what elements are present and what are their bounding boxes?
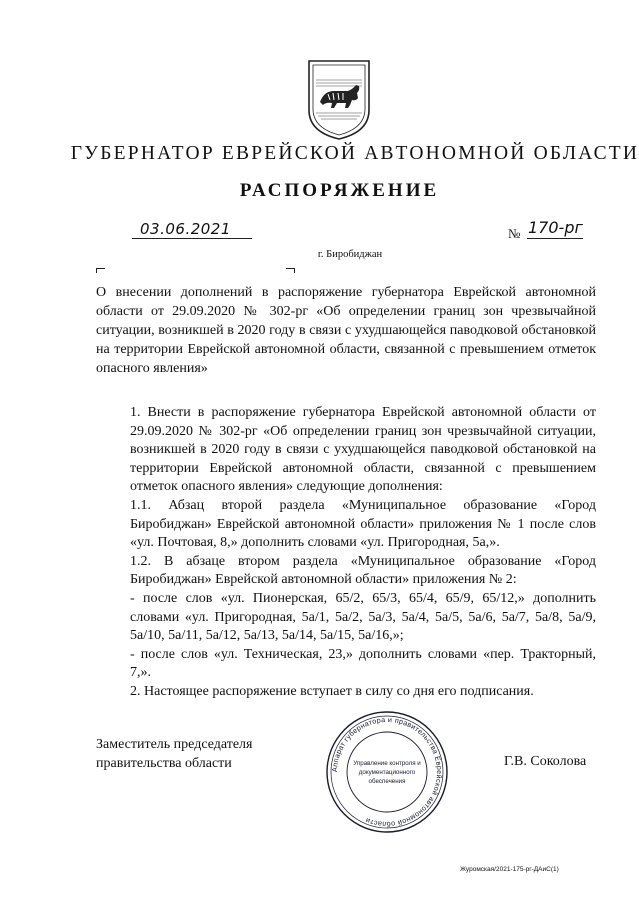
seal-center-line-1: Управление контроля и [353,760,421,767]
official-seal-stamp [324,709,450,835]
document-date: 03.06.2021 [140,220,231,238]
issuing-authority: ГУБЕРНАТОР ЕВРЕЙСКОЙ АВТОНОМНОЙ ОБЛАСТИ [70,143,639,164]
paragraph-1-2: 1.2. В абзаце втором раздела «Муниципальное образование «Город Биробиджан» Еврейской автономной области» приложения № 2: [130,553,596,588]
paragraph-1-1: 1.1. Абзац второй раздела «Муниципальное образование «Город Биробиджан» Еврейской автономной области» приложения № 1 после слов «ул. Почтовая, 8,» дополнить словами «ул. Пригородная, 5а,». [130,497,596,551]
paragraph-1: 1. Внести в распоряжение губернатора Еврейской автономной области от 29.09.2020 № 302-рг «Об определении границ зон чрезвычайной ситуации, возникшей в 2020 году в связи с ухудшающейся паводковой обстановкой на территории Еврейской автономной области, связанной с превышением отметок опасного явления» следующие дополнения: [130,405,596,495]
subject-bracket-right [286,268,295,273]
document-number: 170-рг [528,218,583,237]
seal-center-line-3: обеспечения [368,778,406,785]
signer-name: Г.В. Соколова [504,754,587,769]
date-underline [132,238,252,239]
signer-position: Заместитель председателя правительства области [96,737,253,771]
paragraph-1-2-a: - после слов «ул. Пионерская, 65/2, 65/3, 65/4, 65/9, 65/12,» дополнить словами «ул. Пригородная, 5а/1, 5а/2, 5а/3, 5а/4, 5а/5, 5а/6, 5а/7, 5а/8, 5а/9, 5а/10, 5а/11, 5а/12, 5а/13, 5а/14, 5а/15, 5а/16,»; [130,590,596,644]
seal-ring-text: Аппарат губернатора и правительства Еврейской автономной области [329,714,445,830]
issue-city: г. Биробиджан [317,249,383,260]
subject-bracket-left [96,268,105,273]
number-sign: № [508,226,521,241]
document-type-title: РАСПОРЯЖЕНИЕ [239,180,440,201]
paragraph-2: 2. Настоящее распоряжение вступает в силу со дня его подписания. [130,683,534,699]
paragraph-1-2-b: - после слов «ул. Техническая, 23,» дополнить словами «пер. Тракторный, 7,». [130,646,596,681]
footer-document-code: Журомская/2021-175-рг-ДАиС(1) [460,866,559,873]
document-body [96,404,596,702]
document-subject: О внесении дополнений в распоряжение губернатора Еврейской автономной области от 29.09.2020 № 302-рг «Об определении границ зон чрезвычайной ситуации, возникшей в 2020 году в связи с ухудшающейся паводковой обстановкой на территории Еврейской автономной области, связанной с превышением отметок опасного явления» [96,285,596,376]
number-underline [527,238,583,239]
coat-of-arms-tiger-icon [306,58,372,142]
seal-center-line-2: документационного [358,769,416,776]
